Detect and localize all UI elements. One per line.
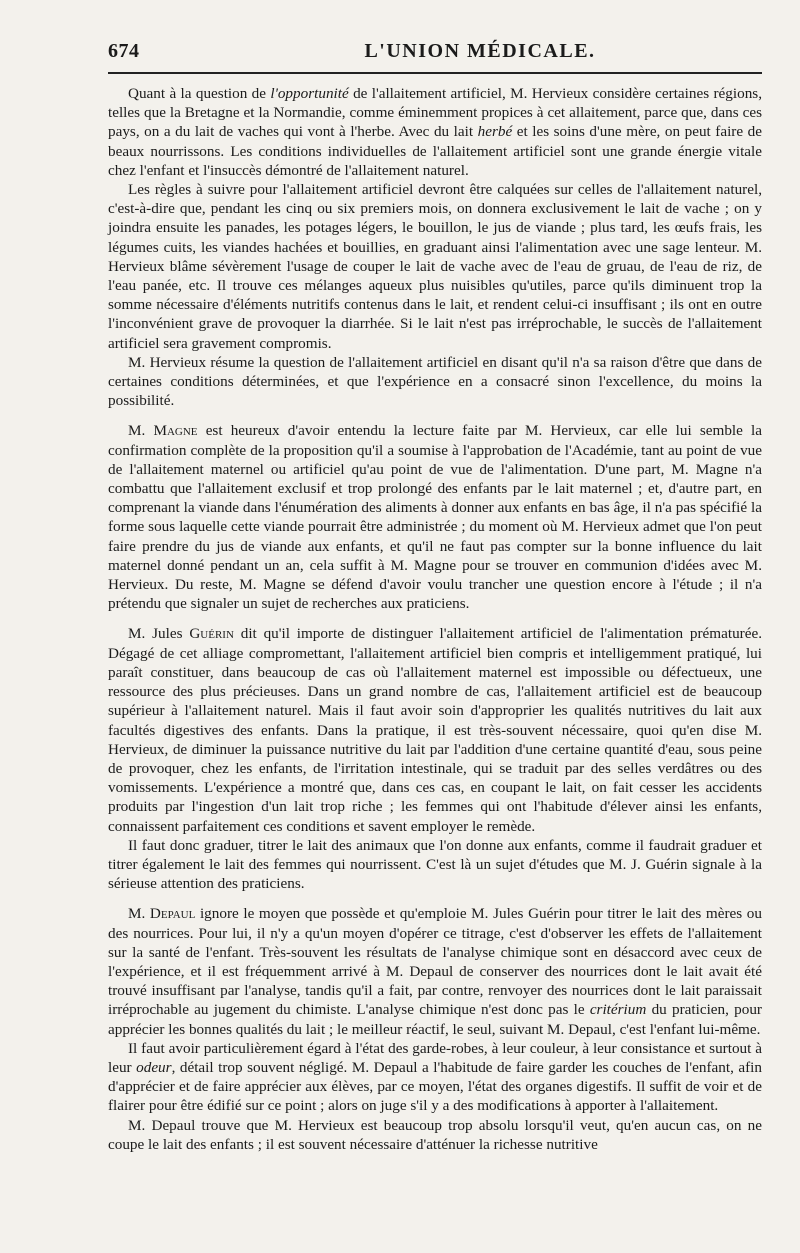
paragraph-p7: M. Depaul ignore le moyen que possède et qu'emploie M. Jules Guérin pour titrer le lait des mères ou des nourrices. Pour lui, il n'y a qu'un moyen d'opérer ce titrage, c'est d'observer les effets de l'allaitement sur la santé de l'enfant. Très-souvent les résultats de l'analyse chimique sont en désaccord avec ceux de l'expérience, et il est fréquemment arrivé à M. Depaul de conserver des nourrices dont le lait avait été trouvé insuffisant par l'analyse, tandis qu'il a fait, par contre, renvoyer des nourrices dont le lait paraissait irréprochable au jugement du chimiste. L'analyse chimique n'est donc pas le critérium du praticien, pour apprécier les bonnes qualités du lait ; le meilleur réactif, le seul, suivant M. Depaul, c'est l'enfant lui-même.	[108, 905, 762, 1038]
emphasis-text: odeur	[136, 1058, 172, 1076]
paragraph-p9: M. Depaul trouve que M. Hervieux est beaucoup trop absolu lorsqu'il veut, qu'en aucun cas, on ne coupe le lait des enfants ; il est souvent nécessaire d'atténuer la richesse nutritive	[108, 1116, 762, 1153]
page-header	[108, 30, 762, 70]
paragraph-p5: M. Jules Guérin dit qu'il importe de distinguer l'allaitement artificiel de l'alimentation prématurée. Dégagé de cet alliage compromettant, l'allaitement artificiel bien compris et intelligemment pratiqué, lui paraît constituer, dans beaucoup de cas où l'allaitement maternel est impossible ou défectueux, une ressource des plus précieuses. Dans un grand nombre de cas, l'allaitement artificiel est de beaucoup supérieur à l'allaitement naturel. Mais il faut avoir soin d'approprier les qualités nutritives du lait aux facultés digestives des enfants. Dans la pratique, il est très-souvent nécessaire, quoi qu'en dise M. Hervieux, de diminuer la puissance nutritive du lait par l'addition d'une certaine quantité d'eau, sous peine de provoquer, chez les enfants, de l'irritation intestinale, qui se traduit par des selles verdâtres ou des vomissements. L'expérience a montré que, dans ces cas, en coupant le lait, on fait cesser les accidents produits par l'ingestion d'un lait trop riche ; les femmes qui ont l'habitude d'élever ainsi les enfants, connaissent parfaitement ces conditions et savent employer le remède.	[108, 625, 762, 835]
speaker-name: Depaul	[149, 905, 196, 923]
emphasis-text: l'opportunité	[270, 85, 349, 102]
paragraph-p6: Il faut donc graduer, titrer le lait des animaux que l'on donne aux enfants, comme il faudrait graduer et titrer également le lait des femmes qui nourrissent. C'est là un sujet d'études que M. J. Guérin signale à la sérieuse attention des praticiens.	[108, 836, 762, 893]
paragraph-p4: M. Magne est heureux d'avoir entendu la lecture faite par M. Hervieux, car elle lui semble la confirmation complète de la proposition qu'il a soumise à l'approbation de l'Académie, tant au point de vue de l'allaitement maternel ou artificiel qu'au point de vue de l'alimentation. D'une part, M. Magne n'a combattu que l'allaitement exclusif et trop prolongé des enfants par le lait maternel ; et, d'autre part, en comprenant la viande dans l'énumération des aliments à donner aux enfants en bas âge, il n'a pas spécifié la forme sous laquelle cette viande pourrait être administrée ; du moment où M. Hervieux admet que l'on peut faire prendre du jus de viande aux enfants, et qu'il ne faut pas compter sur la bonne influence du lait maternel donné pendant un an, cela suffit à M. Magne pour se trouver en communion d'idées avec M. Hervieux. Du reste, M. Magne se défend d'avoir voulu trancher une question encore à l'étude ; il n'a prétendu que signaler un sujet de recherches aux praticiens.	[108, 422, 762, 613]
running-title: L'UNION MÉDICALE.	[364, 40, 596, 62]
speaker-name: Magne	[153, 422, 198, 440]
paragraph-p2: Les règles à suivre pour l'allaitement artificiel devront être calquées sur celles de l'allaitement naturel, c'est-à-dire que, pendant les cinq ou six premiers mois, on donnera exclusivement le lait de vache ; on y joindra ensuite les panades, les potages légers, le bouillon, le jus de viande ; plus tard, les œufs frais, les légumes cuits, les viandes hachées et bouillies, en graduant ainsi l'alimentation avec une sage lenteur. M. Hervieux blâme sévèrement l'usage de couper le lait de vache avec de l'eau de gruau, de l'eau de riz, de l'eau panée, etc. Il trouve ces mélanges aqueux plus nuisibles qu'utiles, parce qu'ils diminuent trop la somme nécessaire d'éléments nutritifs contenus dans le lait, et rendent celui-ci insuffisant ; ils ont en outre l'inconvénient grave de provoquer la diarrhée. Si le lait n'est pas irréprochable, le succès de l'allaitement artificiel sera gravement compromis.	[108, 181, 762, 352]
paragraph-p3: M. Hervieux résume la question de l'allaitement artificiel en disant qu'il n'a sa raison d'être que dans de certaines conditions déterminées, et que l'expérience en a consacré sinon l'excellence, du moins la possibilité.	[108, 353, 762, 410]
emphasis-text: herbé	[477, 123, 513, 141]
body-text	[108, 84, 762, 1154]
emphasis-text: critérium	[589, 1001, 647, 1019]
page-number: 674	[108, 40, 140, 62]
paragraph-p1: Quant à la question de l'opportunité de l'allaitement artificiel, M. Hervieux considère certaines régions, telles que la Bretagne et la Normandie, comme éminemment propices à cet allaitement, parce que, dans ces pays, on a du lait de vaches qui vont à l'herbe. Avec du lait herbé et les soins d'une mère, on peut faire de beaux nourrissons. Les conditions individuelles de l'allaitement artificiel sont une grande énergie vitale chez l'enfant et l'insuccès démontré de l'allaitement naturel.	[108, 85, 762, 179]
paragraph-p8: Il faut avoir particulièrement égard à l'état des garde-robes, à leur couleur, à leur consistance et surtout à leur odeur, détail trop souvent négligé. M. Depaul a l'habitude de faire garder les couches de l'enfant, afin d'apprécier et de faire apprécier aux élèves, par ce moyen, l'état des organes digestifs. Il suffit de voir et de flairer pour être édifié sur ce point ; alors on juge s'il y a des modifications à apporter à l'allaitement.	[108, 1039, 762, 1115]
header-rule	[108, 72, 762, 74]
speaker-name: Guérin	[189, 625, 234, 643]
